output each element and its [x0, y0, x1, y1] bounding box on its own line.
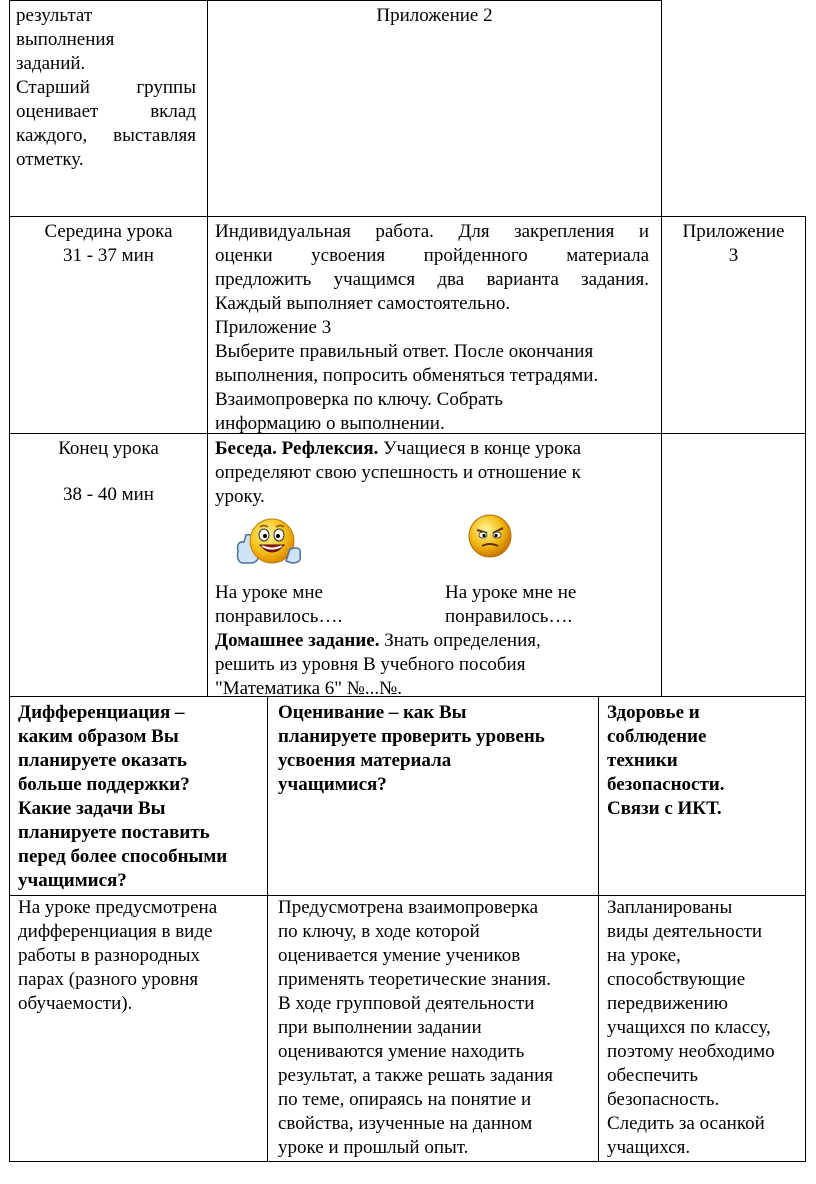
- text-line: по теме, опираясь на понятие и: [278, 1089, 532, 1110]
- text-line: усвоения материала: [278, 750, 452, 771]
- text-line: оцениваются умение находить: [278, 1041, 525, 1062]
- text-fragment: Знать определения,: [379, 630, 541, 651]
- table-border: [661, 0, 662, 697]
- text-line: соблюдение: [607, 726, 707, 747]
- text-line: Приложение: [682, 221, 785, 242]
- text-line: планируете оказать: [18, 750, 187, 771]
- assessment-header: [278, 701, 596, 797]
- text-line: решить из уровня В учебного пособия: [215, 654, 526, 675]
- text-line: по ключу, в ходе которой: [278, 921, 480, 942]
- text-line: Предусмотрена взаимопроверка: [278, 897, 539, 918]
- text-line: понравилось….: [215, 606, 343, 627]
- thumbs-up-smiley-icon: [232, 511, 304, 573]
- text-line: парах (разного уровня: [18, 969, 199, 990]
- text-line: безопасность.: [607, 1089, 720, 1110]
- lesson-middle-stage: [10, 220, 207, 268]
- text-line: уроку.: [215, 486, 265, 507]
- text-line: предложить учащимся два варианта задания.: [215, 269, 649, 290]
- table-border: [9, 0, 10, 1162]
- text-line: понравилось….: [445, 606, 573, 627]
- text-line: применять теоретические знания.: [278, 969, 551, 990]
- appendix-3-label: [662, 220, 805, 268]
- text-line: оценивает вклад: [16, 101, 196, 122]
- text-line: отметку.: [16, 149, 84, 170]
- frowning-smiley-icon: [467, 513, 513, 559]
- stage-title: Конец урока: [58, 438, 159, 459]
- text-line: свойства, изученные на данном: [278, 1113, 533, 1134]
- text-line: Какие задачи Вы: [18, 798, 166, 819]
- differentiation-text: [18, 896, 263, 1016]
- text-line: каждого, выставляя: [16, 125, 196, 146]
- text-line: планируете проверить уровень: [278, 726, 545, 747]
- text-line: безопасности.: [607, 774, 725, 795]
- text-line: На уроке мне: [215, 582, 323, 603]
- text-line: способствующие: [607, 969, 746, 990]
- liked-caption: [215, 581, 435, 629]
- text-line: перед более способными: [18, 846, 228, 867]
- text-line: учащимися?: [18, 870, 127, 891]
- text-line: работы в разнородных: [18, 945, 201, 966]
- differentiation-header: [18, 701, 263, 893]
- text-line: виды деятельности: [607, 921, 763, 942]
- text-line: результат, а также решать задания: [278, 1065, 553, 1086]
- safety-ict-text: [607, 896, 803, 1160]
- text-line: В ходе групповой деятельности: [278, 993, 535, 1014]
- table-border: [805, 216, 806, 1162]
- homework-text: [215, 629, 655, 701]
- text-line: учащихся по классу,: [607, 1017, 771, 1038]
- disliked-caption: [445, 581, 655, 629]
- text-line: оценивается умение учеников: [278, 945, 521, 966]
- text-line: учащихся.: [607, 1137, 691, 1158]
- text-line: Запланированы: [607, 897, 733, 918]
- text-line: выполнения: [16, 29, 115, 50]
- reflection-heading: Беседа. Рефлексия.: [215, 438, 379, 459]
- text-line: обучаемости).: [18, 993, 133, 1014]
- text-line: дифференциация в виде: [18, 921, 213, 942]
- text-fragment: Учащиеся в конце урока: [378, 438, 582, 459]
- text-line: при выполнении задании: [278, 1017, 482, 1038]
- text-line: Дифференциация –: [18, 702, 185, 723]
- text-line: Связи с ИКТ.: [607, 798, 722, 819]
- text-line: на уроке,: [607, 945, 681, 966]
- text-line: Каждый выполняет самостоятельно.: [215, 293, 511, 314]
- table-border: [9, 1161, 805, 1162]
- homework-heading: Домашнее задание.: [215, 630, 380, 651]
- text-line: Оценивание – как Вы: [278, 702, 467, 723]
- stage-title: Середина урока: [44, 221, 173, 242]
- appendix-2-label: Приложение 2: [376, 5, 493, 26]
- text-line: заданий.: [16, 53, 86, 74]
- text-line: Индивидуальная работа. Для закрепления и: [215, 221, 649, 242]
- assessment-text: [278, 896, 596, 1160]
- safety-ict-header: [607, 701, 803, 821]
- text-line: Следить за осанкой: [607, 1113, 765, 1134]
- text-line: На уроке предусмотрена: [18, 897, 218, 918]
- text-line: результат: [16, 5, 93, 26]
- text-line: Старший группы: [16, 77, 196, 98]
- text-line: обеспечить: [607, 1065, 699, 1086]
- text-line: поэтому необходимо: [607, 1041, 775, 1062]
- text-line: уроке и прошлый опыт.: [278, 1137, 469, 1158]
- text-line: передвижению: [607, 993, 728, 1014]
- table-border: [267, 696, 268, 1162]
- text-line: Здоровье и: [607, 702, 700, 723]
- text-line: оценки усвоения пройденного материала: [215, 245, 649, 266]
- table-border: [207, 0, 208, 697]
- stage-time: 31 - 37 мин: [63, 245, 154, 266]
- stage-time: 38 - 40 мин: [63, 484, 154, 505]
- text-line: каким образом Вы: [18, 726, 179, 747]
- text-line: планируете поставить: [18, 822, 210, 843]
- text-line: 3: [728, 245, 739, 266]
- table-border: [9, 216, 805, 217]
- text-line: техники: [607, 750, 678, 771]
- text-line: "Математика 6" №...№.: [215, 678, 403, 699]
- lesson-end-stage: [10, 437, 207, 507]
- text-line: Приложение 3: [215, 317, 332, 338]
- text-line: На уроке мне не: [445, 582, 577, 603]
- row1-col1-text: [16, 4, 196, 172]
- text-line: Выберите правильный ответ. После окончания: [215, 341, 594, 362]
- individual-work-text: [215, 220, 649, 436]
- table-border: [598, 696, 599, 1162]
- reflection-text: [215, 437, 655, 509]
- text-line: выполнения, попросить обменяться тетрадями.: [215, 365, 599, 386]
- text-line: определяют свою успешность и отношение к: [215, 462, 581, 483]
- text-line: учащимися?: [278, 774, 387, 795]
- table-border: [9, 0, 661, 1]
- text-line: Взаимопроверка по ключу. Собрать: [215, 389, 503, 410]
- text-line: больше поддержки?: [18, 774, 190, 795]
- text-line: информацию о выполнении.: [215, 413, 445, 434]
